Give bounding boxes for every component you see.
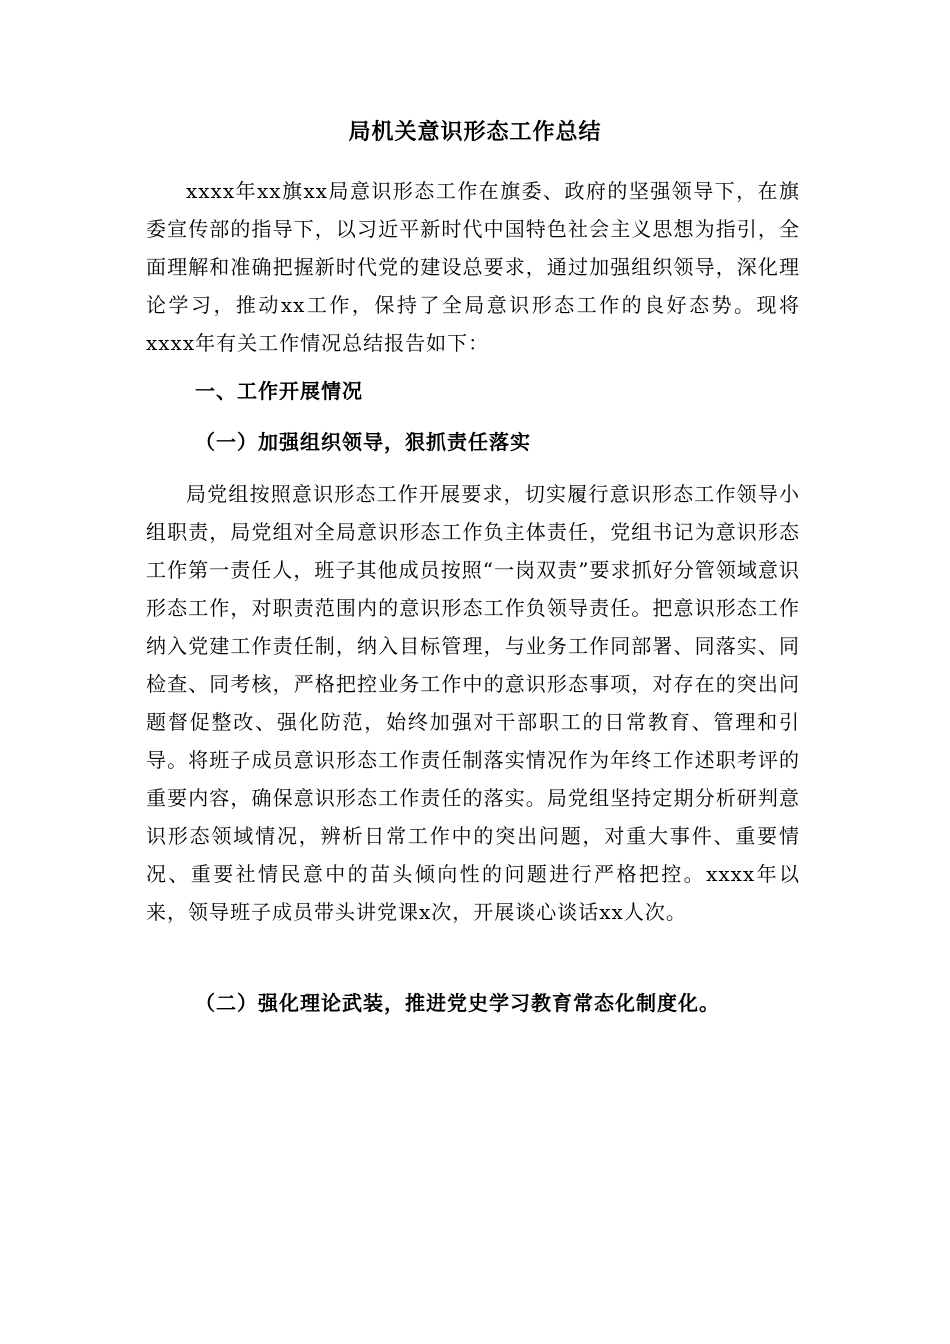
subsection-heading: （二）强化理论武装，推进党史学习教育常态化制度化。 (195, 991, 720, 1015)
intro-paragraph: xxxx年xx旗xx局意识形态工作在旗委、政府的坚强领导下，在旗委宣传部的指导下，以习近平新时代中国特色社会主义思想为指引，全面理解和准确把握新时代党的建设总要求，通过加强组织领导，深化理论学习，推动xx工作，保持了全局意识形态工作的良好态势。现将xxxx年有关工作情况总结报告如下： (146, 179, 800, 355)
subsection-heading: （一）加强组织领导，狠抓责任落实 (195, 430, 531, 454)
section-heading: 一、工作开展情况 (195, 379, 363, 403)
document-title: 局机关意识形态工作总结 (348, 119, 602, 145)
subsection-paragraph: 局党组按照意识形态工作开展要求，切实履行意识形态工作领导小组职责，局党组对全局意识形态工作负主体责任，党组书记为意识形态工作第一责任人，班子其他成员按照“一岗双责”要求抓好分管领域意识形态工作，对职责范围内的意识形态工作负领导责任。把意识形态工作纳入党建工作责任制，纳入目标管理，与业务工作同部署、同落实、同检查、同考核，严格把控业务工作中的意识形态事项，对存在的突出问题督促整改、强化防范，始终加强对干部职工的日常教育、管理和引导。将班子成员意识形态工作责任制落实情况作为年终工作述职考评的重要内容，确保意识形态工作责任的落实。局党组坚持定期分析研判意识形态领域情况，辨析日常工作中的突出问题，对重大事件、重要情况、重要社情民意中的苗头倾向性的问题进行严格把控。xxxx年以来，领导班子成员带头讲党课x次，开展谈心谈话xx人次。 (146, 482, 800, 924)
